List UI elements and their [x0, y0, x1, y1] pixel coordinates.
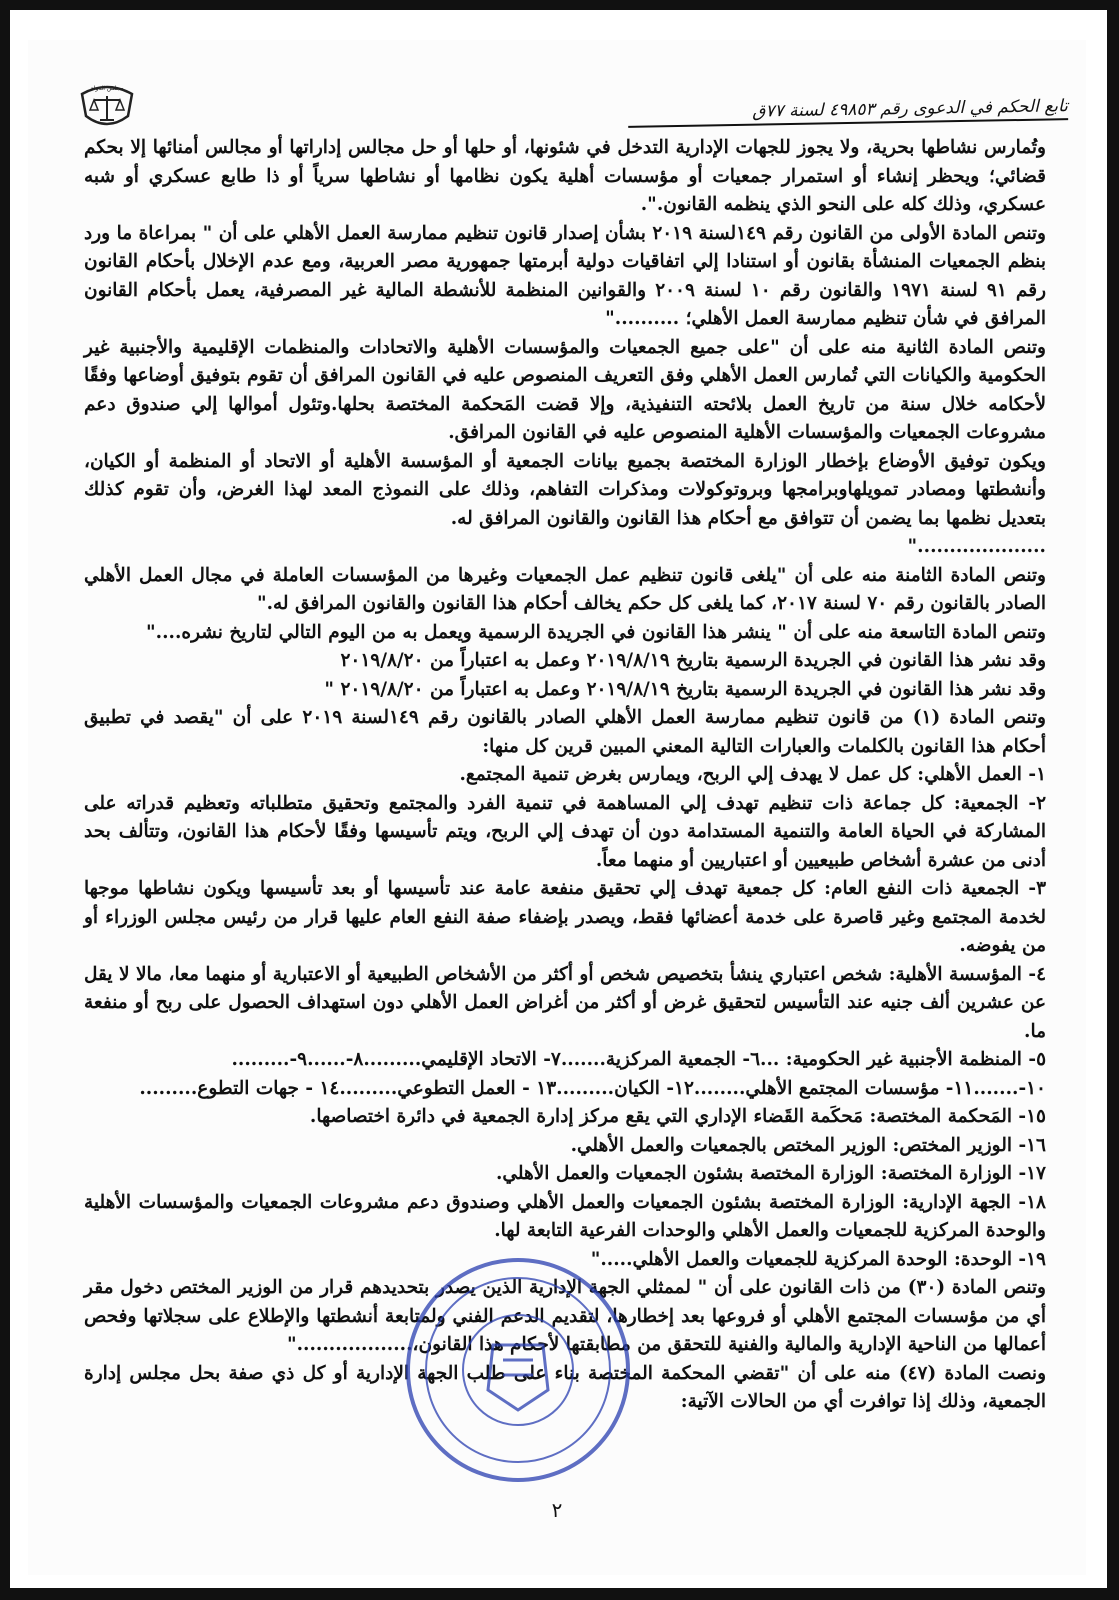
paragraph: ونصت المادة (٤٧) منه على أن "تقضي المحكمة المختصة بناء على طلب الجهة الإدارية أو كل ذي صفة بحل مجلس إدارة الجمعية، وذلك إذا توافرت أي من الحالات الآتية:	[84, 1362, 1046, 1412]
definition-item: ١- العمل الأهلي: كل عمل لا يهدف إلي الربح، ويمارس بغرض تنمية المجتمع.	[459, 764, 1046, 785]
paragraph: وتنص المادة التاسعة منه على أن " ينشر هذا القانون في الجريدة الرسمية ويعمل به من اليوم التالي لتاريخ نشره...."	[145, 621, 1046, 643]
paragraph: وتنص المادة الثانية منه على أن "على جميع الجمعيات والمؤسسات الأهلية والاتحادات والمنظمات الإقليمية والأجنبية غير الحكومية والكيانات التي تُمارس العمل الأهلي وفق التعريف المنصوص عليه في القانون المرافق أن تقوم بتوفيق أوضاعها وفقًا لأحكامه خلال سنة من تاريخ العمل بلائحته التنفيذية، وإلا قضت المَحكمة المختصة بحلها.وتئول أموالها إلي صندوق دعم مشروعات الجمعيات والمؤسسات الأهلية المنصوص عليه في القانون المرافق.	[84, 336, 1046, 443]
paragraph: وتنص المادة الأولى من القانون رقم ١٤٩لسنة ٢٠١٩ بشأن إصدار قانون تنظيم ممارسة العمل الأهلي على أن " بمراعاة ما ورد بنظم الجمعيات المنشأة بقانون أو استنادا إلي اتفاقيات دولية أبرمتها جمهورية مصر العربية، ومع عدم الإخلال بأحكام القانون رقم ٩١ لسنة ١٩٧١ والقانون رقم ١٠ لسنة ٢٠٠٩ والقوانين المنظمة للأنشطة المالية غير المصرفية، يعمل بأحكام القانون المرافق في شأن تنظيم ممارسة العمل الأهلي؛ .........."	[84, 222, 1047, 329]
paragraph: وتنص المادة الثامنة منه على أن "يلغى قانون تنظيم عمل الجمعيات وغيرها من المؤسسات العاملة في مجال العمل الأهلي الصادر بالقانون رقم ٧٠ لسنة ٢٠١٧، كما يلغى كل حكم يخالف أحكام هذا القانون والقانون المرافق له."	[84, 564, 1046, 614]
definition-item: ١٩- الوحدة: الوحدة المركزية للجمعيات والعمل الأهلي....."	[590, 1248, 1046, 1270]
definition-item: ٤- المؤسسة الأهلية: شخص اعتباري ينشأ بتخصيص شخص أو أكثر من الأشخاص الطبيعية أو الاعتبارية أو منهما معا، مالا لا يقل عن عشرين ألف جنيه عند التأسيس لتحقيق غرض أو أكثر من أغراض العمل الأهلي دون استهداف الحصول على ربح أو منفعة ما.	[84, 963, 1046, 1042]
paragraph: ويكون توفيق الأوضاع بإخطار الوزارة المختصة بجميع بيانات الجمعية أو المؤسسة الأهلية أو الاتحاد أو المنظمة أو الكيان، وأنشطتها ومصادر تمويلهاوبرامجها وبروتوكولات ومذكرات التفاهم، وذلك على النموذج المعد لهذا الغرض، وأن تقوم كذلك بتعديل نظمها بما يضمن أن تتوافق مع أحكام هذا القانون والقانون المرافق له.	[84, 450, 1046, 529]
definition-item: ١٧- الوزارة المختصة: الوزارة المختصة بشئون الجمعيات والعمل الأهلي.	[495, 1163, 1046, 1184]
definition-item: ٥- المنظمة الأجنبية غير الحكومية: ...٦- الجمعية المركزية.......٧- الاتحاد الإقليمي.........٨-......٩-.........	[231, 1049, 1046, 1070]
official-stamp-icon	[398, 1250, 638, 1490]
paragraph: ...................."	[907, 536, 1046, 557]
paragraph: وتُمارس نشاطها بحرية، ولا يجوز للجهات الإدارية التدخل في شئونها، أو حلها أو حل مجالس إداراتها أو مجالس أمنائها إلا بحكم قضائي؛ ويحظر إنشاء أو استمرار جمعيات أو مؤسسات أهلية يكون نظامها أو نشاطها سرياً أو ذا طابع عسكري أو شبه عسكري، وذلك كله على النحو الذي ينظمه القانون.".	[84, 137, 1046, 215]
document-sheet	[10, 10, 1107, 1588]
svg-text:مجلس الدولة: مجلس الدولة	[90, 85, 124, 92]
paragraph: وتنص المادة (١) من قانون تنظيم ممارسة العمل الأهلي الصادر بالقانون رقم ١٤٩لسنة ٢٠١٩ على أن "يقصد في تطبيق أحكام هذا القانون بالكلمات والعبارات التالية المعني المبين قرين كل منها:	[84, 707, 1046, 757]
case-title: تابع الحكم في الدعوى رقم ٤٩٨٥٣ لسنة ٧٧ق	[628, 96, 1068, 128]
document-page	[28, 40, 1086, 1575]
definition-item: ١٦- الوزير المختص: الوزير المختص بالجمعيات والعمل الأهلي.	[570, 1134, 1046, 1156]
page-number: ٢	[551, 1498, 563, 1522]
council-of-state-logo-icon	[76, 76, 138, 136]
definition-item: ٢- الجمعية: كل جماعة ذات تنظيم تهدف إلي المساهمة في تنمية الفرد والمجتمع وتحقيق متطلباته وتعظيم قدراته على المشاركة في الحياة العامة والتنمية المستدامة دون أن تهدف إلي الربح، ويتم تأسيسها وفقًا لأحكام هذا القانون، وتتألف بحد أدنى من عشرة أشخاص طبيعيين أو اعتباريين أو منهما معاً.	[84, 792, 1046, 871]
definition-item: ١٠-.......١١- مؤسسات المجتمع الأهلي........١٢- الكيان.........١٣ - العمل التطوعي.........١٤ - جهات التطوع.........	[139, 1077, 1046, 1099]
definition-item: ١٨- الجهة الإدارية: الوزارة المختصة بشئون الجمعيات والعمل الأهلي وصندوق دعم مشروعات الجمعيات والمؤسسات الأهلية والوحدة المركزية للجمعيات والعمل الأهلي والوحدات الفرعية التابعة لها.	[84, 1191, 1046, 1241]
definition-item: ٣- الجمعية ذات النفع العام: كل جمعية تهدف إلي تحقيق منفعة عامة عند تأسيسها أو بعد تأسيسها ويكون نشاطها موجها لخدمة المجتمع وغير قاصرة على خدمة أعضائها فقط، ويصدر بإضفاء صفة النفع العام عليها قرار من رئيس مجلس الوزراء أو من يفوضه.	[84, 878, 1046, 956]
judgment-body	[84, 134, 1046, 1417]
definition-item: ١٥- المَحكمة المختصة: مَحكَمة القَضاء الإداري التي يقع مركز إدارة الجمعية في دائرة اختصاصها.	[309, 1106, 1046, 1127]
paragraph: وقد نشر هذا القانون في الجريدة الرسمية بتاريخ ٢٠١٩/٨/١٩ وعمل به اعتباراً من ٢٠١٩/٨/٢٠	[340, 650, 1046, 671]
paragraph: وقد نشر هذا القانون في الجريدة الرسمية بتاريخ ٢٠١٩/٨/١٩ وعمل به اعتباراً من ٢٠١٩/٨/٢٠ "	[324, 678, 1046, 700]
paragraph: وتنص المادة (٣٠) من ذات القانون على أن " لممثلي الجهة الإدارية الذين يصدر بتحديدهم قرار من الوزير المختص دخول مقر أي من مؤسسات المجتمع الأهلي أو فروعها بعد إخطارها، لتقديم الدعم الفني ولمتابعة أنشطتها والإطلاع على سجلاتها وفحص أعمالها من الناحية الإدارية والمالية والفنية للتحقق من مطابقتها لأحكام هذا القانون،.................."	[84, 1277, 1046, 1355]
